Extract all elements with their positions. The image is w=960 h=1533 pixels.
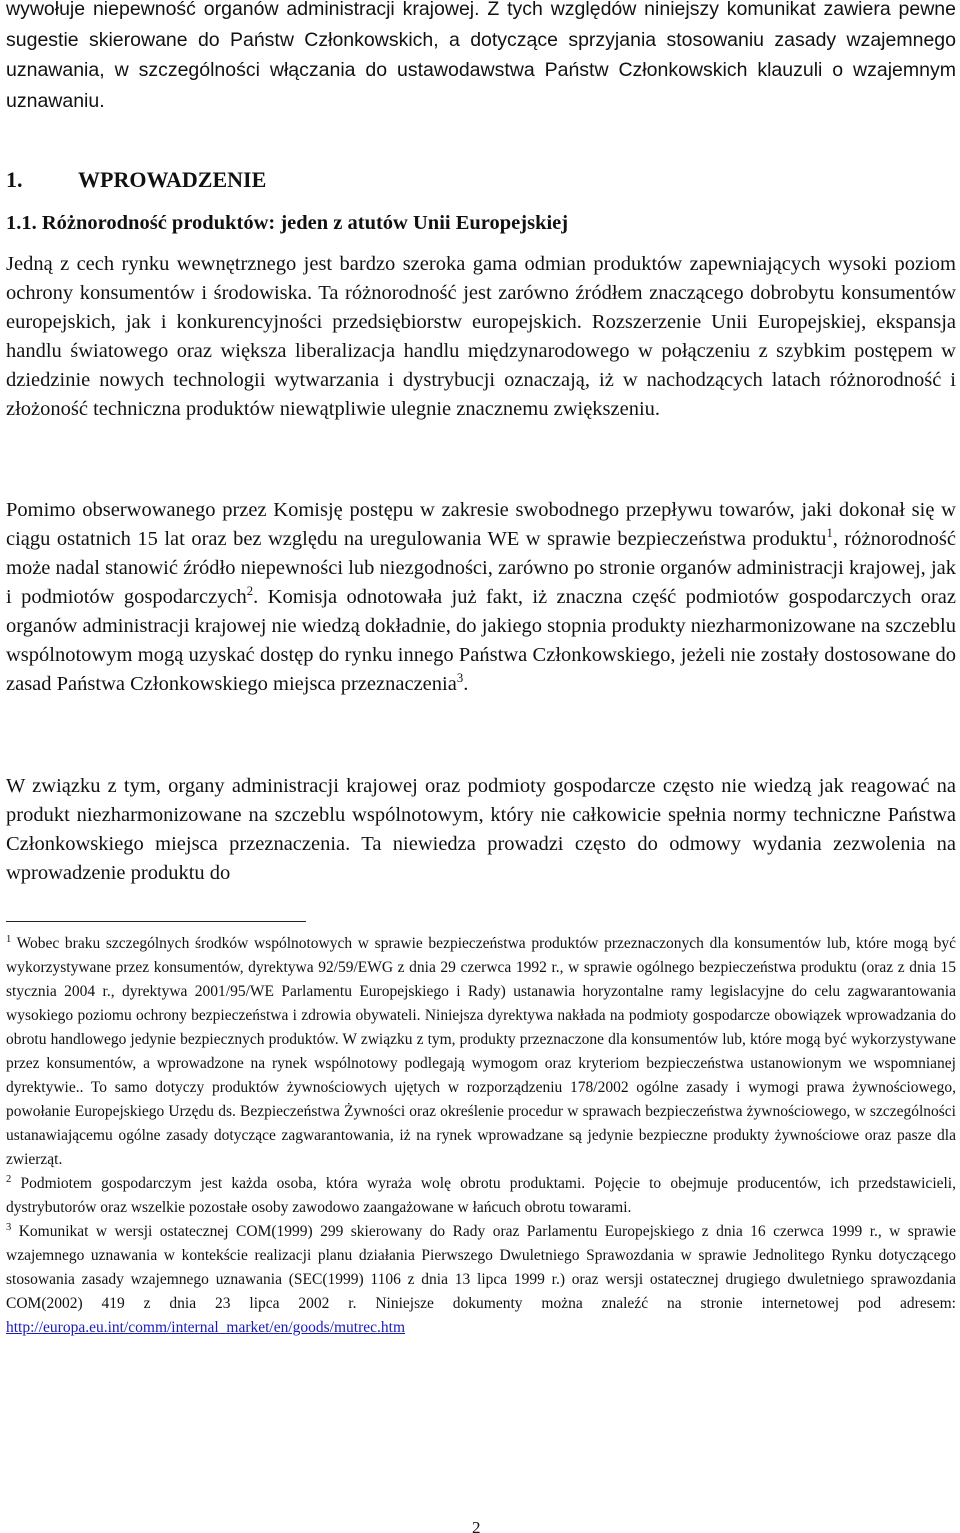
footnote-1 [6, 932, 956, 1172]
body-paragraph-2 [6, 496, 956, 699]
footnote-ref-3[interactable]: 3 [456, 671, 464, 686]
mutrec-link[interactable]: http://europa.eu.int/comm/internal_market/en/goods/mutrec.htm [6, 1319, 406, 1336]
section-heading [6, 165, 266, 195]
footnote-ref-2[interactable]: 2 [246, 584, 254, 599]
footnotes-section [6, 932, 956, 1340]
footnote-2 [6, 1172, 956, 1220]
footnote-2-mark: 2 [6, 1173, 12, 1185]
footnote-2-text: Podmiotem gospodarczym jest każda osoba, która wyraża wolę obrotu produktami. Pojęcie to obejmuje producentów, ich przedstawicieli, dystrybutorów oraz wszelkie pozostałe osoby zawodowo zaangażowane w łańcuch obrotu towarami. [6, 1175, 956, 1216]
section-number: 1. [6, 167, 23, 192]
footnote-1-text: Wobec braku szczególnych środków wspólnotowych w sprawie bezpieczeństwa produktów przeznaczonych dla konsumentów lub, które mogą być wykorzystywane przez konsumentów, dyrektywa 92/59/EWG z dnia 29 czerwca 1992 r., w sprawie ogólnego bezpieczeństwa produktu (oraz z dnia 15 stycznia 2004 r., dyrektywa 2001/95/WE Parlamentu Europejskiego i Rady) ustanawia horyzontalne ramy legislacyjne do celu zagwarantowania wysokiego poziomu ochrony bezpieczeństwa i zdrowia obywateli. Niniejsza dyrektywa nakłada na podmioty gospodarcze obowiązek wprowadzania do obrotu handlowego jedynie bezpiecznych produktów. W związku z tym, produkty przeznaczone dla konsumentów lub, które mogą być wykorzystywane przez konsumentów, a wprowadzone na rynek wspólnotowy podlegają wymogom oraz kryteriom bezpieczeństwa ustanowionym we wspomnianej dyrektywie.. To samo dotyczy produktów żywnościowych ujętych w rozporządzeniu 178/2002 ogólne zasady i wymogi prawa żywnościowego, powołanie Europejskiego Urzędu ds. Bezpieczeństwa Żywności oraz określenie procedur w sprawach bezpieczeństwa żywnościowego, w szczególności ustanawiającemu ogólne zasady dotyczące zagwarantowania, iż na rynek wprowadzane są jedynie bezpieczne produkty żywnościowe oraz pasze dla zwierząt. [6, 935, 956, 1168]
footnote-1-mark: 1 [6, 933, 12, 945]
footnote-ref-1[interactable]: 1 [826, 526, 833, 541]
subsection-title: Różnorodność produktów: jeden z atutów Unii Europejskiej [41, 212, 569, 234]
paragraph-2-part-b: , różnorodność może nadal stanowić źródło niepewności lub niezgodności, zarówno po stronie organów administracji krajowej, jak i podmiotów gospodarczych [6, 528, 956, 608]
footnote-3-mark: 3 [6, 1221, 12, 1233]
intro-paragraph: wywołuje niepewność organów administracji krajowej. Z tych względów niniejszy komunikat zawiera pewne sugestie skierowane do Państw Członkowskich, a dotyczące sprzyjania stosowaniu zasady wzajemnego uznawania, w szczególności włączania do ustawodawstwa Państw Członkowskich klauzuli o wzajemnym uznawaniu. [6, 0, 956, 112]
footnote-separator [6, 921, 306, 922]
paragraph-2-part-d: . [463, 673, 469, 695]
paragraph-2-part-a: Pomimo obserwowanego przez Komisję postępu w zakresie swobodnego przepływu towarów, jaki dokonał się w ciągu ostatnich 15 lat oraz bez względu na uregulowania WE w sprawie bezpieczeństwa produktu [6, 499, 956, 550]
footnote-3 [6, 1220, 956, 1340]
subsection-heading [6, 208, 568, 238]
page-number: 2 [472, 1518, 481, 1533]
paragraph-2-part-c: . Komisja odnotowała już fakt, iż znaczna część podmiotów gospodarczych oraz organów administracji krajowej nie wiedzą dokładnie, do jakiego stopnia produkty niezharmonizowane na szczeblu wspólnotowym mogą uzyskać dostęp do rynku innego Państwa Członkowskiego, jeżeli nie zostały dostosowane do zasad Państwa Członkowskiego miejsca przeznaczenia [6, 586, 956, 695]
footnote-3-text: Komunikat w wersji ostatecznej COM(1999) 299 skierowany do Rady oraz Parlamentu Europejskiego z dnia 16 czerwca 1999 r., w sprawie wzajemnego uznawania w kontekście realizacji planu działania Pierwszego Dwuletniego Sprawozdania w sprawie Jednolitego Rynku dotyczącego stosowania zasady wzajemnego uznawania (SEC(1999) 1106 z dnia 13 lipca 1999 r.) oraz wersji ostatecznej drugiego dwuletniego sprawozdania COM(2002) 419 z dnia 23 lipca 2002 r. Niniejsze dokumenty można znaleźć na stronie internetowej pod adresem: [6, 1223, 956, 1312]
body-paragraph-1: Jedną z cech rynku wewnętrznego jest bardzo szeroka gama odmian produktów zapewniających wysoki poziom ochrony konsumentów i środowiska. Ta różnorodność jest zarówno źródłem znaczącego dobrobytu konsumentów europejskich, jak i konkurencyjności przedsiębiorstw europejskich. Rozszerzenie Unii Europejskiej, ekspansja handlu światowego oraz większa liberalizacja handlu międzynarodowego w połączeniu z szybkim postępem w dziedzinie nowych technologii wytwarzania i dystrybucji oznaczają, iż w nachodzących latach różnorodność i złożoność techniczna produktów niewątpliwie ulegnie znacznemu zwiększeniu. [6, 253, 956, 420]
subsection-number: 1.1. [6, 212, 37, 234]
body-paragraph-3: W związku z tym, organy administracji krajowej oraz podmioty gospodarcze często nie wiedzą jak reagować na produkt niezharmonizowane na szczeblu wspólnotowym, który nie całkowicie spełnia normy techniczne Państwa Członkowskiego miejsca przeznaczenia. Ta niewiedza prowadzi często do odmowy wydania zezwolenia na wprowadzenie produktu do [6, 775, 956, 884]
section-title: WPROWADZENIE [78, 167, 267, 192]
